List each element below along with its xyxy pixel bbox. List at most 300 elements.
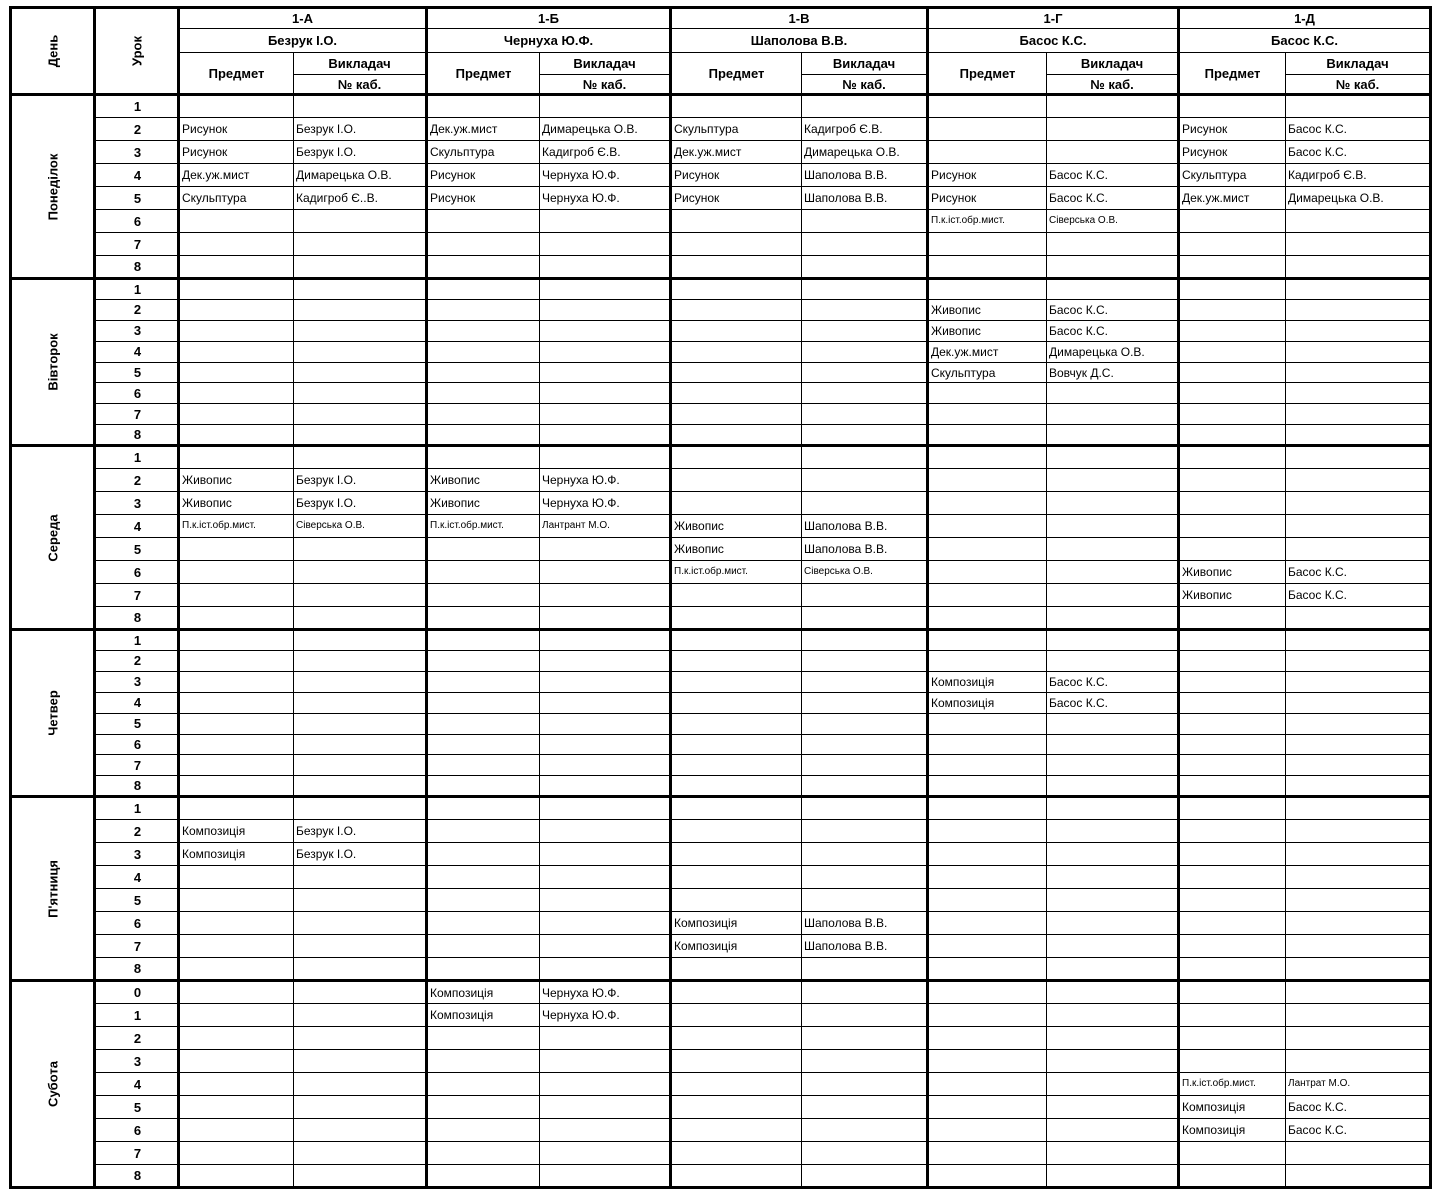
teacher-cell — [1286, 1004, 1431, 1027]
teacher-cell — [802, 692, 928, 713]
subject-cell — [427, 866, 540, 889]
teacher-cell — [540, 538, 671, 561]
teacher-header: Викладач — [1286, 53, 1431, 75]
schedule-table — [9, 6, 1432, 1189]
subject-cell — [179, 446, 294, 469]
lesson-number: 4 — [95, 515, 179, 538]
subject-cell — [179, 1165, 294, 1188]
subject-cell — [427, 843, 540, 866]
lesson-number: 4 — [95, 866, 179, 889]
subject-cell — [671, 469, 802, 492]
subject-cell — [427, 820, 540, 843]
subject-cell — [671, 362, 802, 383]
teacher-cell — [540, 912, 671, 935]
subject-cell — [671, 889, 802, 912]
teacher-cell: Басос К.С. — [1286, 1119, 1431, 1142]
subject-header: Предмет — [427, 53, 540, 95]
subject-cell — [928, 1142, 1047, 1165]
table-row — [11, 492, 1431, 515]
table-row — [11, 118, 1431, 141]
day-name: Субота — [11, 981, 95, 1188]
table-row — [11, 820, 1431, 843]
teacher-cell: Безрук І.О. — [294, 118, 427, 141]
subject-cell — [427, 776, 540, 797]
teacher-cell — [802, 776, 928, 797]
subject-cell — [928, 734, 1047, 755]
table-row — [11, 1073, 1431, 1096]
teacher-cell — [540, 755, 671, 776]
teacher-header: Викладач — [1047, 53, 1179, 75]
teacher-cell — [294, 1119, 427, 1142]
table-row — [11, 843, 1431, 866]
teacher-cell — [1286, 692, 1431, 713]
table-row — [11, 981, 1431, 1004]
subject-cell: Живопис — [671, 515, 802, 538]
teacher-cell — [1286, 935, 1431, 958]
subject-cell — [1179, 299, 1286, 320]
subject-cell — [1179, 651, 1286, 672]
teacher-cell — [540, 958, 671, 981]
teacher-cell: Безрук І.О. — [294, 843, 427, 866]
subject-cell — [179, 651, 294, 672]
subject-cell — [179, 912, 294, 935]
subject-cell — [427, 362, 540, 383]
subject-cell — [671, 734, 802, 755]
teacher-cell: Шаполова В.В. — [802, 515, 928, 538]
teacher-cell — [802, 341, 928, 362]
subject-cell — [1179, 1165, 1286, 1188]
lesson-number: 6 — [95, 912, 179, 935]
subject-cell — [179, 538, 294, 561]
teacher-cell — [1286, 95, 1431, 118]
teacher-cell: Лантрант М.О. — [540, 515, 671, 538]
subject-cell — [928, 755, 1047, 776]
table-row — [11, 233, 1431, 256]
teacher-cell — [294, 299, 427, 320]
room-header: № каб. — [540, 75, 671, 95]
lesson-number: 8 — [95, 776, 179, 797]
teacher-cell — [294, 95, 427, 118]
teacher-cell — [802, 233, 928, 256]
teacher-cell: Димарецька О.В. — [1047, 341, 1179, 362]
subject-cell — [671, 256, 802, 279]
class-curator: Басос К.С. — [928, 29, 1179, 53]
teacher-cell — [1047, 843, 1179, 866]
subject-cell — [928, 538, 1047, 561]
teacher-cell — [540, 95, 671, 118]
teacher-cell — [1047, 734, 1179, 755]
subject-cell — [427, 404, 540, 425]
day-name: Понеділок — [11, 95, 95, 279]
lesson-number: 1 — [95, 630, 179, 651]
subject-cell: Композиція — [427, 981, 540, 1004]
teacher-cell: Чернуха Ю.Ф. — [540, 1004, 671, 1027]
teacher-cell — [1286, 912, 1431, 935]
teacher-cell — [540, 692, 671, 713]
subject-cell — [928, 561, 1047, 584]
subject-cell: Живопис — [179, 469, 294, 492]
teacher-cell: Чернуха Ю.Ф. — [540, 492, 671, 515]
subject-cell: Живопис — [928, 299, 1047, 320]
teacher-cell — [802, 866, 928, 889]
teacher-cell — [294, 584, 427, 607]
subject-cell: Живопис — [928, 320, 1047, 341]
subject-cell — [928, 912, 1047, 935]
room-header: № каб. — [1047, 75, 1179, 95]
subject-cell — [1179, 383, 1286, 404]
subject-cell — [179, 630, 294, 651]
teacher-cell: Басос К.С. — [1047, 164, 1179, 187]
subject-cell — [1179, 538, 1286, 561]
teacher-cell — [802, 404, 928, 425]
subject-cell — [427, 912, 540, 935]
lesson-number: 8 — [95, 958, 179, 981]
teacher-cell — [1286, 425, 1431, 446]
subject-cell — [928, 776, 1047, 797]
lesson-number: 3 — [95, 141, 179, 164]
teacher-cell: Димарецька О.В. — [802, 141, 928, 164]
subject-cell — [928, 469, 1047, 492]
lesson-number: 6 — [95, 1119, 179, 1142]
teacher-cell — [1286, 713, 1431, 734]
teacher-cell — [540, 210, 671, 233]
subject-cell: Рисунок — [427, 187, 540, 210]
teacher-cell — [1286, 256, 1431, 279]
lesson-number: 5 — [95, 889, 179, 912]
subject-cell — [1179, 1027, 1286, 1050]
subject-cell — [427, 341, 540, 362]
teacher-cell — [1286, 1050, 1431, 1073]
subject-cell — [671, 1119, 802, 1142]
lesson-number: 1 — [95, 446, 179, 469]
teacher-cell — [802, 425, 928, 446]
subject-cell: Композиція — [427, 1004, 540, 1027]
class-curator: Безрук І.О. — [179, 29, 427, 53]
teacher-cell — [802, 651, 928, 672]
subject-cell: Рисунок — [427, 164, 540, 187]
lesson-number: 4 — [95, 1073, 179, 1096]
subject-cell — [179, 1004, 294, 1027]
subject-cell — [427, 299, 540, 320]
teacher-cell — [802, 797, 928, 820]
teacher-cell — [294, 404, 427, 425]
teacher-cell — [540, 584, 671, 607]
subject-cell — [671, 981, 802, 1004]
subject-cell — [179, 383, 294, 404]
subject-cell — [179, 584, 294, 607]
subject-cell — [1179, 233, 1286, 256]
teacher-cell — [540, 866, 671, 889]
subject-cell — [427, 671, 540, 692]
subject-cell — [671, 584, 802, 607]
teacher-cell — [294, 341, 427, 362]
teacher-cell: Басос К.С. — [1047, 671, 1179, 692]
teacher-cell — [802, 279, 928, 300]
subject-cell — [427, 279, 540, 300]
teacher-cell: Басос К.С. — [1047, 187, 1179, 210]
teacher-cell — [1286, 383, 1431, 404]
subject-cell: Дек.уж.мист — [928, 341, 1047, 362]
subject-cell — [1179, 256, 1286, 279]
lesson-number: 7 — [95, 935, 179, 958]
subject-cell — [671, 425, 802, 446]
teacher-cell — [540, 279, 671, 300]
teacher-cell — [294, 383, 427, 404]
table-row — [11, 164, 1431, 187]
table-row — [11, 866, 1431, 889]
teacher-cell: Лантрат М.О. — [1286, 1073, 1431, 1096]
subject-cell: Скульптура — [671, 118, 802, 141]
subject-cell — [928, 404, 1047, 425]
teacher-cell: Кадигроб Є.В. — [1286, 164, 1431, 187]
teacher-cell — [802, 383, 928, 404]
subject-cell — [671, 320, 802, 341]
teacher-cell — [540, 776, 671, 797]
lesson-number: 0 — [95, 981, 179, 1004]
subject-cell — [671, 797, 802, 820]
teacher-cell — [802, 734, 928, 755]
teacher-cell — [1286, 607, 1431, 630]
subject-cell — [179, 889, 294, 912]
subject-cell — [427, 734, 540, 755]
teacher-cell: Чернуха Ю.Ф. — [540, 469, 671, 492]
subject-cell — [427, 958, 540, 981]
subject-header: Предмет — [671, 53, 802, 95]
teacher-cell — [540, 404, 671, 425]
teacher-cell — [1047, 492, 1179, 515]
subject-cell: П.к.іст.обр.мист. — [427, 515, 540, 538]
teacher-cell — [1286, 820, 1431, 843]
teacher-cell — [294, 362, 427, 383]
subject-cell — [928, 797, 1047, 820]
teacher-cell — [1047, 866, 1179, 889]
subject-cell — [671, 958, 802, 981]
subject-cell — [928, 446, 1047, 469]
subject-cell — [671, 866, 802, 889]
teacher-cell — [1286, 320, 1431, 341]
teacher-cell — [294, 1142, 427, 1165]
teacher-cell — [1047, 141, 1179, 164]
table-row — [11, 187, 1431, 210]
teacher-cell — [294, 1165, 427, 1188]
teacher-cell — [540, 320, 671, 341]
subject-cell — [928, 1096, 1047, 1119]
subject-cell — [1179, 755, 1286, 776]
teacher-cell — [1286, 981, 1431, 1004]
subject-cell — [671, 299, 802, 320]
subject-cell — [928, 383, 1047, 404]
teacher-cell: Басос К.С. — [1047, 299, 1179, 320]
subject-cell — [1179, 889, 1286, 912]
teacher-cell — [1047, 233, 1179, 256]
teacher-cell — [294, 1004, 427, 1027]
teacher-cell — [1286, 538, 1431, 561]
subject-cell — [179, 1119, 294, 1142]
subject-cell — [179, 866, 294, 889]
teacher-cell: Кадигроб Є..В. — [294, 187, 427, 210]
subject-cell — [1179, 843, 1286, 866]
subject-cell — [427, 256, 540, 279]
subject-cell — [928, 492, 1047, 515]
teacher-cell — [802, 492, 928, 515]
day-name: Четвер — [11, 630, 95, 797]
subject-cell — [928, 1004, 1047, 1027]
subject-cell — [1179, 692, 1286, 713]
table-row — [11, 469, 1431, 492]
teacher-cell — [1047, 651, 1179, 672]
teacher-cell — [294, 1027, 427, 1050]
lesson-number: 7 — [95, 584, 179, 607]
subject-cell — [671, 651, 802, 672]
teacher-cell: Безрук І.О. — [294, 469, 427, 492]
table-row — [11, 692, 1431, 713]
subject-cell — [1179, 981, 1286, 1004]
table-row — [11, 734, 1431, 755]
subject-cell — [427, 1050, 540, 1073]
subject-cell — [928, 981, 1047, 1004]
subject-cell — [1179, 958, 1286, 981]
teacher-cell — [802, 1119, 928, 1142]
subject-cell — [928, 1073, 1047, 1096]
lesson-number: 4 — [95, 692, 179, 713]
lesson-number: 3 — [95, 492, 179, 515]
teacher-cell — [802, 958, 928, 981]
teacher-cell — [1047, 118, 1179, 141]
lesson-number: 8 — [95, 256, 179, 279]
teacher-cell — [1047, 1073, 1179, 1096]
subject-cell — [427, 692, 540, 713]
subject-cell — [179, 256, 294, 279]
teacher-cell — [1047, 1142, 1179, 1165]
teacher-cell — [1047, 95, 1179, 118]
teacher-cell — [1286, 1165, 1431, 1188]
teacher-cell: Димарецька О.В. — [540, 118, 671, 141]
subject-cell — [671, 671, 802, 692]
subject-cell: Живопис — [1179, 584, 1286, 607]
teacher-cell — [802, 1073, 928, 1096]
subject-cell — [179, 981, 294, 1004]
class-name: 1-А — [179, 8, 427, 29]
table-row — [11, 889, 1431, 912]
table-row — [11, 630, 1431, 651]
subject-cell — [1179, 492, 1286, 515]
subject-cell — [427, 320, 540, 341]
subject-cell — [671, 1027, 802, 1050]
lesson-number: 6 — [95, 210, 179, 233]
table-row — [11, 1096, 1431, 1119]
teacher-cell: Кадигроб Є.В. — [802, 118, 928, 141]
teacher-cell — [1047, 1165, 1179, 1188]
teacher-cell — [540, 1050, 671, 1073]
subject-cell — [671, 1004, 802, 1027]
teacher-cell — [802, 1027, 928, 1050]
teacher-cell: Безрук І.О. — [294, 492, 427, 515]
subject-cell — [179, 279, 294, 300]
teacher-cell — [540, 233, 671, 256]
teacher-cell — [1047, 981, 1179, 1004]
subject-cell — [427, 755, 540, 776]
subject-cell — [671, 404, 802, 425]
subject-cell: Рисунок — [179, 118, 294, 141]
subject-cell — [427, 1165, 540, 1188]
lesson-header: Урок — [95, 8, 179, 95]
teacher-cell — [802, 362, 928, 383]
teacher-cell — [1286, 843, 1431, 866]
teacher-cell: Безрук І.О. — [294, 820, 427, 843]
subject-cell — [1179, 734, 1286, 755]
lesson-number: 6 — [95, 734, 179, 755]
teacher-cell: Кадигроб Є.В. — [540, 141, 671, 164]
subject-cell — [671, 820, 802, 843]
teacher-cell — [802, 469, 928, 492]
teacher-cell — [540, 713, 671, 734]
subject-cell — [928, 843, 1047, 866]
table-row — [11, 1027, 1431, 1050]
teacher-cell — [294, 1073, 427, 1096]
subject-cell: Рисунок — [671, 187, 802, 210]
teacher-cell — [802, 584, 928, 607]
day-name: П'ятниця — [11, 797, 95, 981]
teacher-cell — [802, 713, 928, 734]
teacher-cell — [1047, 1027, 1179, 1050]
table-row — [11, 341, 1431, 362]
table-row — [11, 210, 1431, 233]
table-row — [11, 279, 1431, 300]
teacher-cell — [1286, 341, 1431, 362]
table-row — [11, 561, 1431, 584]
teacher-cell — [802, 256, 928, 279]
room-header: № каб. — [1286, 75, 1431, 95]
teacher-cell: Басос К.С. — [1047, 692, 1179, 713]
teacher-cell — [540, 935, 671, 958]
teacher-cell — [294, 935, 427, 958]
teacher-cell — [1047, 797, 1179, 820]
subject-cell — [179, 341, 294, 362]
teacher-cell — [540, 425, 671, 446]
lesson-number: 3 — [95, 1050, 179, 1073]
teacher-cell — [1047, 256, 1179, 279]
table-row — [11, 958, 1431, 981]
teacher-cell — [294, 607, 427, 630]
subject-cell — [671, 446, 802, 469]
table-row — [11, 538, 1431, 561]
subject-cell — [928, 425, 1047, 446]
lesson-number: 5 — [95, 1096, 179, 1119]
subject-cell: Композиція — [1179, 1119, 1286, 1142]
lesson-number: 1 — [95, 95, 179, 118]
teacher-cell — [1047, 469, 1179, 492]
subject-cell — [671, 692, 802, 713]
subject-cell — [427, 889, 540, 912]
subject-cell: Скульптура — [928, 362, 1047, 383]
subject-cell — [1179, 469, 1286, 492]
teacher-cell — [1047, 515, 1179, 538]
subject-cell: Композиція — [1179, 1096, 1286, 1119]
lesson-number: 7 — [95, 1142, 179, 1165]
teacher-cell — [540, 299, 671, 320]
table-row — [11, 607, 1431, 630]
teacher-cell — [802, 1004, 928, 1027]
class-curator: Чернуха Ю.Ф. — [427, 29, 671, 53]
teacher-cell — [802, 1050, 928, 1073]
teacher-cell — [1047, 630, 1179, 651]
subject-cell — [427, 210, 540, 233]
subject-cell: Скульптура — [1179, 164, 1286, 187]
table-row — [11, 584, 1431, 607]
subject-cell — [928, 233, 1047, 256]
teacher-cell — [1047, 889, 1179, 912]
teacher-cell — [540, 889, 671, 912]
